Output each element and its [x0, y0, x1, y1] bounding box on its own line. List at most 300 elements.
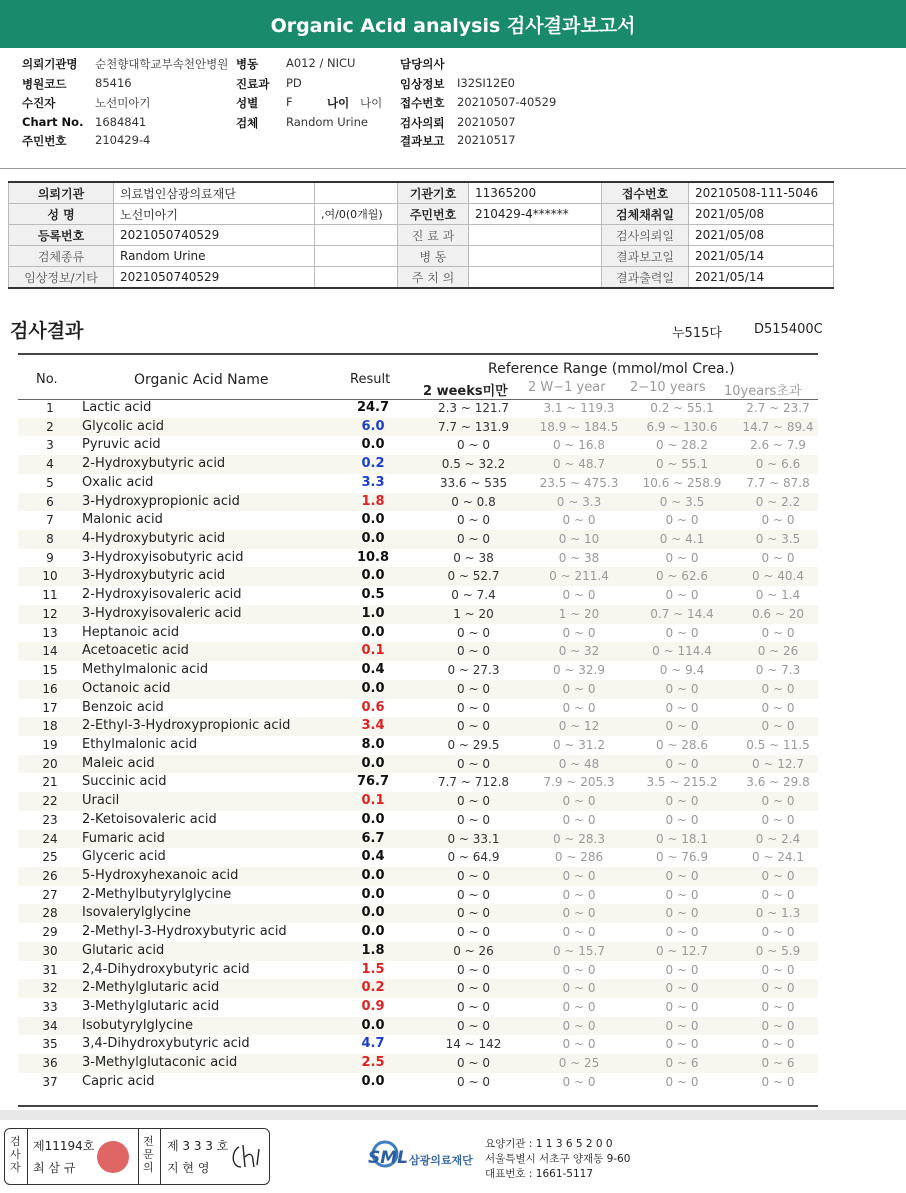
cell-r3: 0 ~ 0 [665, 981, 699, 996]
cell-result: 76.7 [356, 774, 390, 790]
value-receipt-no: 20210507-40529 [457, 95, 557, 109]
cell-result: 0.0 [361, 905, 385, 921]
cell-no: 13 [42, 625, 58, 640]
signature-box [4, 1128, 270, 1185]
cell-result: 0.0 [361, 1017, 385, 1033]
cell-value [469, 246, 602, 267]
table-row [18, 549, 818, 568]
cell-r3: 0 ~ 0 [665, 812, 699, 827]
cell-name: 4-Hydroxybutyric acid [82, 531, 226, 547]
label-doctor: 담당의사 [400, 57, 445, 71]
cell-no: 36 [42, 1056, 58, 1071]
cell-label: 결과출력일 [602, 267, 689, 289]
table-row [18, 1073, 818, 1092]
sml-logo-text: SML [368, 1148, 408, 1168]
cell-r2: 0 ~ 31.2 [552, 737, 606, 752]
cell-r2: 0 ~ 10 [558, 532, 600, 547]
table-row [18, 436, 818, 455]
cell-name: Oxalic acid [82, 474, 154, 490]
cell-r4: 2.7 ~ 23.7 [746, 401, 810, 415]
value-test-request: 20210507 [457, 115, 516, 129]
table-row [18, 624, 818, 643]
cell-label: 결과보고일 [602, 246, 689, 267]
cell-r3: 0 ~ 55.1 [655, 457, 709, 472]
cell-no: 29 [42, 925, 58, 940]
label-patient: 수진자 [22, 96, 56, 110]
tester-license: 제11194호 [33, 1139, 95, 1153]
cell-extra: ,여/0(0개월) [315, 204, 398, 225]
footer-line-address: 서울특별시 서초구 양재동 9-60 [485, 1153, 631, 1165]
cell-extra [315, 225, 398, 246]
cell-r1: 0 ~ 0 [457, 513, 490, 528]
label-test-request: 검사의뢰 [400, 116, 445, 130]
cell-name: Heptanoic acid [82, 624, 180, 640]
cell-name: Maleic acid [82, 755, 155, 771]
cell-name: 2-Hydroxyisovaleric acid [82, 587, 242, 603]
value-hospital-code: 85416 [95, 76, 132, 90]
cell-r1: 0 ~ 33.1 [447, 831, 500, 846]
table-row [18, 586, 818, 605]
cell-result: 0.6 [361, 699, 385, 715]
label-specimen: 검체 [236, 116, 259, 130]
table-end-line [18, 1105, 818, 1107]
footer-info [485, 1137, 630, 1182]
table-row [18, 923, 818, 942]
cell-result: 0.9 [361, 999, 385, 1014]
table-row [18, 904, 818, 923]
cell-r4: 0 ~ 0 [761, 812, 795, 827]
cell-r4: 0 ~ 1.3 [755, 906, 801, 921]
cell-r4: 0 ~ 0 [761, 1037, 795, 1052]
table-row [18, 642, 818, 661]
lab-info-row [9, 246, 834, 267]
cell-r4: 0 ~ 0 [761, 925, 795, 940]
cell-name: Succinic acid [82, 774, 167, 790]
cell-r2: 0 ~ 0 [562, 700, 596, 715]
cell-r3: 10.6 ~ 258.9 [642, 475, 722, 490]
cell-result: 0.2 [361, 456, 385, 472]
cell-label: 주 치 의 [398, 267, 469, 289]
cell-r4: 0 ~ 0 [761, 794, 795, 809]
cell-no: 25 [42, 850, 58, 865]
cell-r2: 0 ~ 0 [562, 868, 596, 883]
cell-r1: 0 ~ 0 [457, 1018, 490, 1033]
cell-r4: 0 ~ 2.2 [755, 494, 801, 509]
cell-value: 노선미아기 [114, 204, 315, 225]
footer-line-phone: 대표번호 : 1661-5117 [485, 1168, 594, 1180]
results-table-body [18, 399, 818, 1092]
cell-r2: 0 ~ 25 [558, 1056, 600, 1071]
cell-r1: 0 ~ 0 [457, 700, 490, 715]
report-title: Organic Acid analysis 검사결과보고서 [0, 0, 906, 48]
cell-r2: 0 ~ 0 [562, 962, 596, 977]
cell-r2: 0 ~ 32 [558, 644, 600, 659]
cell-r4: 0 ~ 0 [761, 1000, 795, 1014]
cell-no: 30 [42, 943, 58, 958]
cell-r3: 0 ~ 0 [665, 925, 699, 940]
label-ward: 병동 [236, 57, 259, 71]
cell-r2: 0 ~ 0 [562, 1018, 596, 1033]
cell-no: 24 [42, 831, 58, 846]
cell-name: Malonic acid [82, 512, 163, 528]
cell-r1: 0 ~ 0 [457, 794, 490, 809]
cell-no: 16 [42, 681, 58, 696]
table-row [18, 811, 818, 830]
cell-r4: 0 ~ 7.3 [755, 663, 801, 678]
cell-r1: 0 ~ 0 [457, 1000, 490, 1014]
cell-value [469, 225, 602, 246]
cell-result: 0.1 [361, 793, 385, 809]
cell-r4: 0 ~ 0 [761, 981, 795, 996]
cell-no: 6 [46, 494, 54, 509]
cell-no: 4 [46, 457, 54, 472]
cell-label: 접수번호 [602, 182, 689, 204]
cell-name: 3-Methylglutaconic acid [82, 1055, 238, 1071]
cell-r3: 0 ~ 28.6 [655, 737, 709, 752]
cell-result: 0.0 [361, 531, 385, 547]
cell-r2: 0 ~ 0 [562, 925, 596, 940]
cell-r3: 0 ~ 0 [665, 906, 699, 921]
cell-no: 11 [42, 588, 58, 603]
cell-label: 검체종류 [9, 246, 114, 267]
results-table-header [18, 353, 818, 400]
cell-value: 2021/05/08 [689, 225, 834, 246]
cell-name: Glutaric acid [82, 942, 165, 958]
cell-r2: 0 ~ 0 [562, 1037, 596, 1052]
cell-no: 15 [42, 663, 58, 678]
cell-result: 0.0 [361, 924, 385, 940]
cell-result: 6.7 [361, 830, 385, 846]
cell-no: 17 [42, 700, 58, 715]
cell-name: Ethylmalonic acid [82, 736, 198, 752]
cell-r4: 0 ~ 2.4 [755, 831, 801, 846]
cell-r2: 0 ~ 16.8 [552, 438, 606, 453]
label-result-report: 결과보고 [400, 134, 445, 148]
cell-r1: 0 ~ 0 [457, 532, 490, 547]
cell-r1: 7.7 ~ 131.9 [437, 419, 510, 434]
seal-stamp-icon [97, 1141, 129, 1173]
cell-r1: 0 ~ 0 [457, 887, 490, 902]
cell-r3: 0 ~ 0 [665, 1018, 699, 1033]
cell-no: 7 [46, 513, 54, 528]
table-row [18, 717, 818, 736]
cell-r4: 2.6 ~ 7.9 [750, 438, 806, 453]
cell-no: 21 [42, 775, 58, 790]
lab-info-row [9, 204, 834, 225]
table-row [18, 530, 818, 549]
cell-no: 10 [42, 569, 58, 584]
label-chart-no: Chart No. [22, 115, 84, 129]
cell-r3: 0 ~ 0 [665, 719, 699, 734]
cell-r1: 0 ~ 52.7 [447, 569, 500, 584]
cell-r2: 0 ~ 0 [562, 1000, 596, 1014]
cell-r1: 0 ~ 0 [457, 1056, 490, 1071]
cell-no: 2 [46, 419, 54, 434]
value-resident-no: 210429-4 [95, 133, 151, 147]
cell-r4: 0 ~ 0 [761, 550, 795, 565]
label-hospital-code: 병원코드 [22, 77, 67, 91]
cell-no: 3 [46, 438, 54, 453]
cell-r2: 0 ~ 286 [554, 850, 604, 865]
cell-r3: 0 ~ 0 [665, 550, 699, 565]
cell-r4: 0 ~ 0 [761, 1074, 795, 1089]
cell-label: 검체채취일 [602, 204, 689, 225]
cell-r1: 0 ~ 29.5 [447, 737, 500, 752]
cell-value: 2021050740529 [114, 225, 315, 246]
cell-value: 20210508-111-5046 [689, 182, 834, 204]
cell-no: 1 [46, 401, 54, 415]
table-row [18, 755, 818, 774]
cell-name: 5-Hydroxyhexanoic acid [82, 867, 239, 883]
cell-r4: 0 ~ 40.4 [751, 569, 805, 584]
cell-r1: 2.3 ~ 121.7 [437, 401, 510, 415]
header-ref-2w-1y: 2 W−1 year [528, 380, 606, 395]
value-ward: A012 / NICU [286, 56, 356, 70]
cell-r1: 7.7 ~ 712.8 [437, 775, 510, 790]
cell-no: 34 [42, 1018, 58, 1033]
cell-r1: 0 ~ 0 [457, 438, 490, 453]
cell-no: 27 [42, 887, 58, 902]
cell-r1: 0 ~ 0 [457, 962, 490, 977]
header-no: No. [36, 372, 58, 387]
cell-r1: 0 ~ 0 [457, 681, 490, 696]
cell-r3: 0 ~ 3.5 [659, 494, 705, 509]
cell-r2: 0 ~ 32.9 [552, 663, 606, 678]
code-test: D515400C [754, 322, 823, 337]
lab-info-table [8, 181, 834, 289]
cell-r3: 0.7 ~ 14.4 [650, 606, 714, 621]
cell-r4: 0.5 ~ 11.5 [746, 737, 810, 752]
cell-value: 11365200 [469, 182, 602, 204]
cell-name: 2-Ethyl-3-Hydroxypropionic acid [82, 718, 291, 734]
cell-value: 210429-4****** [469, 204, 602, 225]
cell-r3: 0 ~ 9.4 [659, 663, 705, 678]
label-hospital-name: 의뢰기관명 [22, 57, 78, 71]
cell-r3: 0 ~ 28.2 [655, 438, 709, 453]
cell-no: 33 [42, 1000, 58, 1014]
cell-r3: 0 ~ 4.1 [659, 532, 705, 547]
cell-result: 0.0 [361, 437, 385, 453]
cell-result: 8.0 [361, 736, 385, 752]
cell-r4: 0 ~ 0 [761, 962, 795, 977]
cell-no: 5 [46, 475, 54, 490]
table-row [18, 1054, 818, 1073]
cell-r1: 0 ~ 27.3 [447, 663, 500, 678]
table-row [18, 830, 818, 849]
header-ref-2weeks: 2 weeks미만 [423, 384, 508, 399]
cell-r3: 0 ~ 0 [665, 513, 699, 528]
cell-name: 3-Hydroxybutyric acid [82, 568, 226, 584]
cell-result: 3.3 [361, 474, 385, 490]
cell-r2: 0 ~ 15.7 [552, 943, 606, 958]
cell-r3: 0 ~ 0 [665, 700, 699, 715]
cell-name: Glyceric acid [82, 849, 166, 865]
cell-label: 기관기호 [398, 182, 469, 204]
cell-r4: 0.6 ~ 20 [751, 606, 805, 621]
cell-result: 0.1 [361, 643, 385, 659]
cell-no: 37 [42, 1074, 58, 1089]
cell-label: 성 명 [9, 204, 114, 225]
table-row [18, 1017, 818, 1036]
cell-r4: 0 ~ 1.4 [755, 588, 801, 603]
lab-info-row [9, 267, 834, 289]
cell-r4: 0 ~ 0 [761, 1018, 795, 1033]
table-row [18, 848, 818, 867]
label-age: 나이 [327, 96, 350, 110]
cell-no: 12 [42, 606, 58, 621]
cell-extra [315, 267, 398, 289]
cell-result: 0.4 [361, 662, 385, 678]
table-row [18, 792, 818, 811]
cell-r1: 0 ~ 0 [457, 981, 490, 996]
cell-value: 2021/05/08 [689, 204, 834, 225]
cell-name: Isovalerylglycine [82, 905, 192, 921]
cell-no: 9 [46, 550, 54, 565]
cell-name: Capric acid [82, 1073, 155, 1089]
cell-label: 주민번호 [398, 204, 469, 225]
cell-name: Lactic acid [82, 400, 152, 415]
cell-r3: 0 ~ 114.4 [652, 644, 712, 659]
cell-value: 2021/05/14 [689, 267, 834, 289]
cell-name: 3-Hydroxyisovaleric acid [82, 605, 242, 621]
cell-name: 3-Methylglutaric acid [82, 999, 220, 1014]
cell-value: 2021/05/14 [689, 246, 834, 267]
label-clinical-info: 임상정보 [400, 77, 445, 91]
cell-no: 31 [42, 962, 58, 977]
results-title: 검사결과 [10, 320, 84, 342]
header-name: Organic Acid Name [134, 372, 269, 388]
cell-extra [315, 246, 398, 267]
value-hospital-name: 순천향대학교부속천안병원 [95, 57, 229, 71]
cell-r3: 0 ~ 0 [665, 625, 699, 640]
value-patient: 노선미아기 [95, 96, 151, 110]
cell-r2: 7.9 ~ 205.3 [543, 775, 615, 790]
cell-r4: 3.6 ~ 29.8 [746, 775, 810, 790]
cell-r4: 0 ~ 0 [761, 700, 795, 715]
cell-result: 0.0 [361, 624, 385, 640]
cell-name: 2,4-Dihydroxybutyric acid [82, 961, 250, 977]
cell-r2: 23.5 ~ 475.3 [539, 475, 619, 490]
cell-result: 1.5 [361, 961, 385, 977]
cell-name: Glycolic acid [82, 418, 164, 434]
cell-r4: 0 ~ 24.1 [751, 850, 805, 865]
cell-r3: 0 ~ 0 [665, 868, 699, 883]
cell-r1: 0 ~ 0 [457, 868, 490, 883]
label-sex: 성별 [236, 96, 259, 110]
table-row [18, 942, 818, 961]
cell-no: 28 [42, 906, 58, 921]
cell-r4: 0 ~ 0 [761, 719, 795, 734]
cell-value [469, 267, 602, 289]
requesting-info [0, 48, 906, 169]
cell-r1: 0 ~ 0 [457, 1074, 490, 1089]
cell-r4: 0 ~ 0 [761, 513, 795, 528]
cell-result: 0.4 [361, 849, 385, 865]
cell-r1: 0 ~ 64.9 [447, 850, 500, 865]
cell-r4: 0 ~ 6.6 [755, 457, 801, 472]
cell-result: 6.0 [361, 418, 385, 434]
cell-r2: 0 ~ 0 [562, 794, 596, 809]
table-row [18, 1035, 818, 1054]
table-row [18, 961, 818, 980]
cell-name: Benzoic acid [82, 699, 164, 715]
tester-name: 최 삼 규 [33, 1161, 76, 1175]
cell-result: 0.0 [361, 867, 385, 883]
divider-band [0, 1110, 906, 1120]
footer-line-code: 요양기관 : 1 1 3 6 5 2 0 0 [485, 1138, 613, 1150]
table-row [18, 567, 818, 586]
label-resident-no: 주민번호 [22, 134, 67, 148]
cell-r3: 0 ~ 6 [665, 1056, 699, 1071]
cell-r3: 0 ~ 62.6 [655, 569, 709, 584]
cell-label: 의뢰기관 [9, 182, 114, 204]
cell-no: 26 [42, 868, 58, 883]
table-row [18, 886, 818, 905]
cell-result: 1.8 [361, 493, 385, 509]
cell-r3: 0 ~ 0 [665, 794, 699, 809]
cell-no: 8 [46, 532, 54, 547]
cell-r1: 0.5 ~ 32.2 [441, 457, 506, 472]
header-ref-10y: 10years초과 [724, 384, 802, 399]
cell-r2: 0 ~ 0 [562, 588, 596, 603]
cell-no: 14 [42, 644, 58, 659]
cell-r1: 0 ~ 0 [457, 812, 490, 827]
cell-r3: 0 ~ 0 [665, 681, 699, 696]
cell-r4: 0 ~ 3.5 [755, 532, 801, 547]
cell-r4: 0 ~ 0 [761, 681, 795, 696]
cell-result: 0.0 [361, 1073, 385, 1089]
cell-r3: 0 ~ 0 [665, 962, 699, 977]
cell-r1: 0 ~ 0 [457, 925, 490, 940]
cell-r3: 0 ~ 18.1 [655, 831, 709, 846]
table-row [18, 511, 818, 530]
cell-result: 0.5 [361, 587, 385, 603]
table-row [18, 399, 818, 418]
cell-name: 2-Methyl-3-Hydroxybutyric acid [82, 924, 287, 940]
cell-r1: 0 ~ 0.8 [451, 494, 496, 509]
header-ref-2-10y: 2−10 years [630, 380, 706, 395]
cell-r4: 0 ~ 5.9 [755, 943, 801, 958]
label-department: 진료과 [236, 77, 270, 91]
cell-r3: 6.9 ~ 130.6 [646, 419, 718, 434]
cell-result: 24.7 [356, 400, 390, 415]
cell-r2: 0 ~ 0 [562, 681, 596, 696]
cell-r3: 0 ~ 0 [665, 1074, 699, 1089]
cell-result: 1.8 [361, 942, 385, 958]
cell-r1: 0 ~ 0 [457, 906, 490, 921]
cell-r3: 0 ~ 0 [665, 756, 699, 771]
cell-result: 10.8 [356, 549, 390, 565]
cell-result: 0.0 [361, 680, 385, 696]
table-row [18, 605, 818, 624]
cell-result: 4.7 [361, 1036, 385, 1052]
cell-r2: 0 ~ 12 [558, 719, 600, 734]
cell-r2: 0 ~ 0 [562, 1074, 596, 1089]
cell-label: 병 동 [398, 246, 469, 267]
cell-no: 35 [42, 1037, 58, 1052]
cell-name: 2-Hydroxybutyric acid [82, 456, 226, 472]
table-row [18, 680, 818, 699]
cell-r2: 0 ~ 48.7 [552, 457, 606, 472]
table-row [18, 867, 818, 886]
cell-no: 23 [42, 812, 58, 827]
cell-r4: 7.7 ~ 87.8 [746, 475, 810, 490]
lab-info-row [9, 182, 834, 204]
cell-r3: 0 ~ 12.7 [655, 943, 709, 958]
cell-name: 2-Methylbutyrylglycine [82, 886, 232, 902]
cell-r2: 0 ~ 0 [562, 812, 596, 827]
org-name: 삼광의료재단 [409, 1154, 473, 1167]
